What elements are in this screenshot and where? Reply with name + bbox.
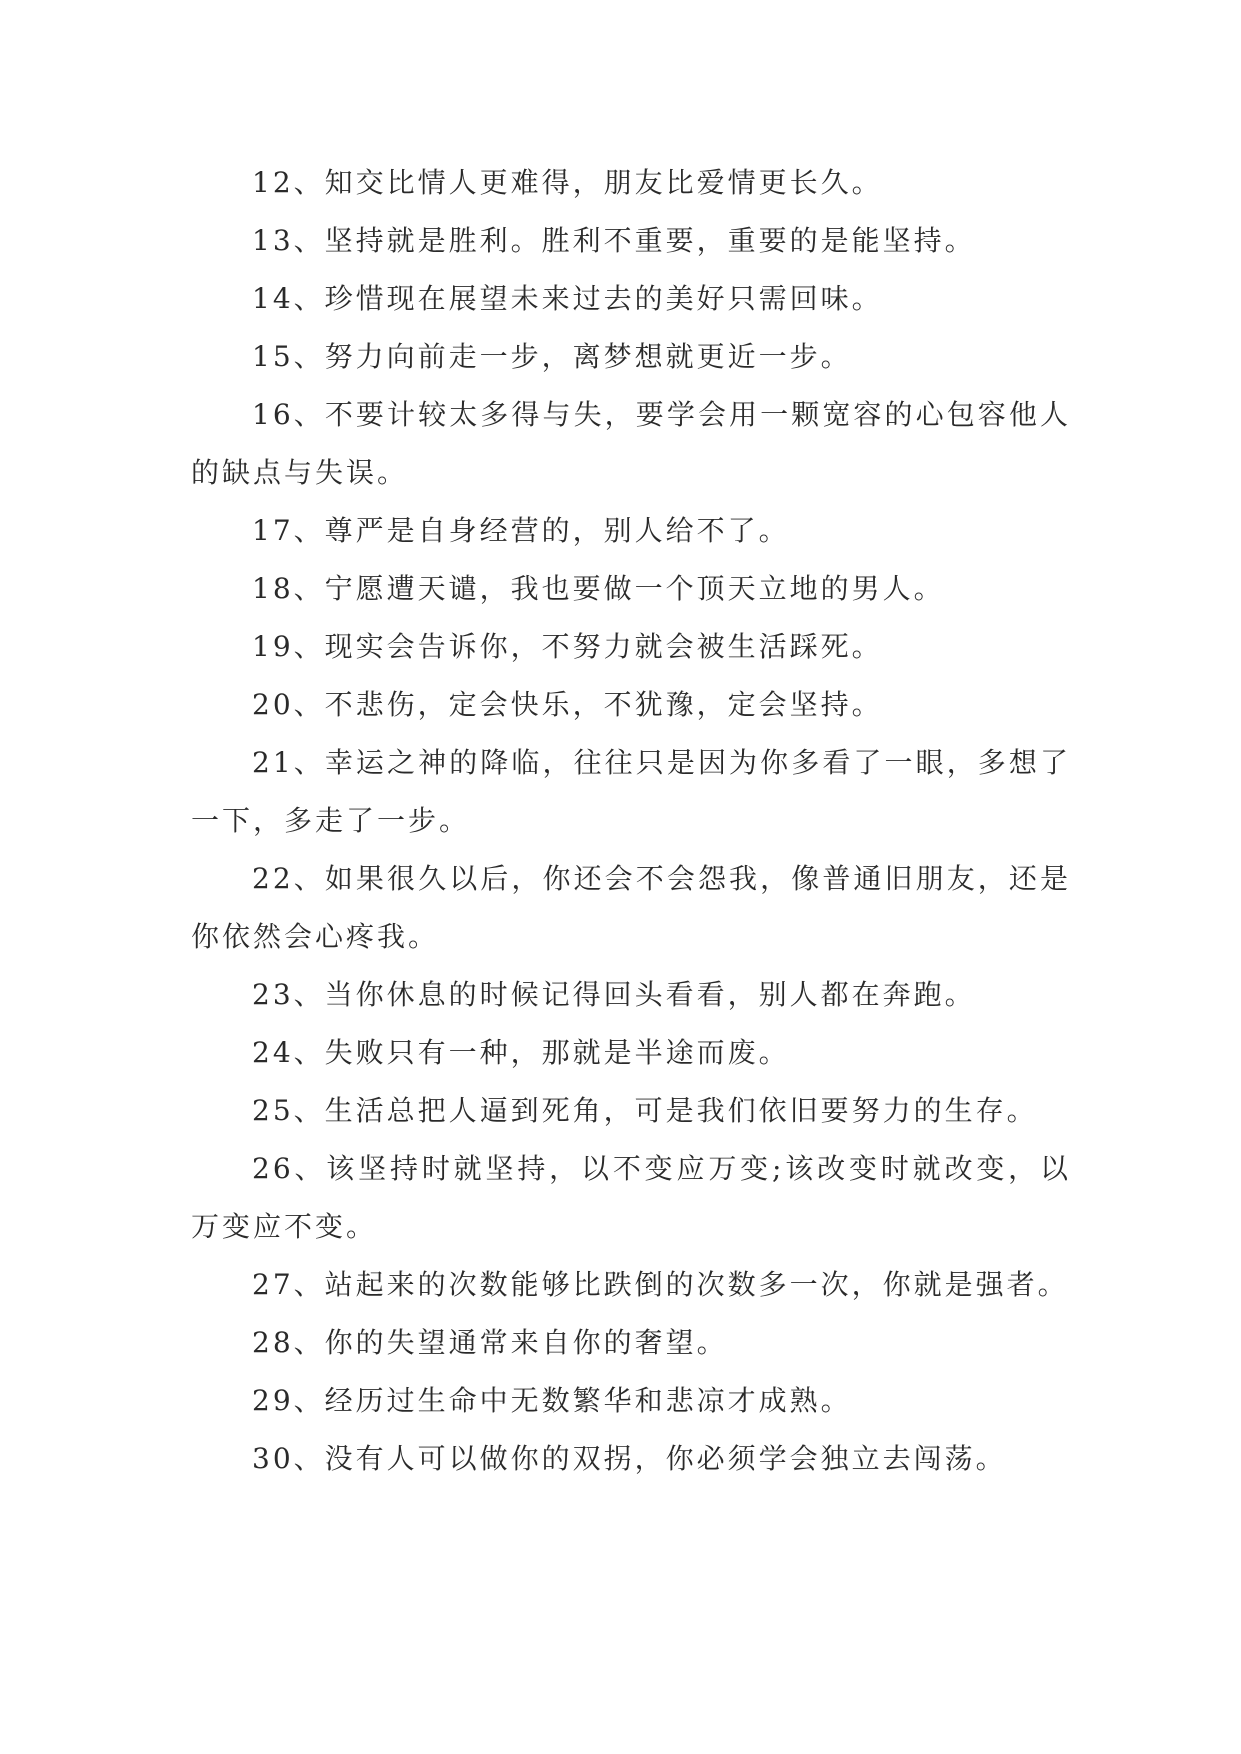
quote-paragraph: 15、努力向前走一步，离梦想就更近一步。	[252, 340, 852, 373]
quote-paragraph: 12、知交比情人更难得，朋友比爱情更长久。	[252, 166, 883, 199]
quote-paragraph: 19、现实会告诉你，不努力就会被生活踩死。	[252, 630, 883, 663]
quote-paragraph: 23、当你休息的时候记得回头看看，别人都在奔跑。	[252, 978, 976, 1011]
quote-paragraph: 20、不悲伤，定会快乐，不犹豫，定会坚持。	[252, 688, 883, 721]
quote-paragraph: 22、如果很久以后，你还会不会怨我，像普通旧朋友，还是你依然会心疼我。	[191, 862, 1071, 953]
quote-paragraph: 28、你的失望通常来自你的奢望。	[252, 1326, 728, 1359]
quote-paragraph: 13、坚持就是胜利。胜利不重要，重要的是能坚持。	[252, 224, 976, 257]
quote-paragraph: 17、尊严是自身经营的，别人给不了。	[252, 514, 790, 547]
quote-paragraph: 30、没有人可以做你的双拐，你必须学会独立去闯荡。	[252, 1442, 1007, 1475]
quote-paragraph: 21、幸运之神的降临，往往只是因为你多看了一眼，多想了一下，多走了一步。	[191, 746, 1071, 837]
quote-paragraph: 18、宁愿遭天谴，我也要做一个顶天立地的男人。	[252, 572, 945, 605]
quote-paragraph: 29、经历过生命中无数繁华和悲凉才成熟。	[252, 1384, 852, 1417]
quote-paragraph: 14、珍惜现在展望未来过去的美好只需回味。	[252, 282, 883, 315]
quote-paragraph: 16、不要计较太多得与失，要学会用一颗宽容的心包容他人的缺点与失误。	[191, 398, 1071, 489]
document-body	[191, 154, 1071, 1488]
quote-paragraph: 26、该坚持时就坚持，以不变应万变;该改变时就改变，以万变应不变。	[191, 1152, 1071, 1243]
quote-paragraph: 25、生活总把人逼到死角，可是我们依旧要努力的生存。	[252, 1094, 1038, 1127]
quote-paragraph: 24、失败只有一种，那就是半途而废。	[252, 1036, 790, 1069]
quote-paragraph: 27、站起来的次数能够比跌倒的次数多一次，你就是强者。	[252, 1268, 1069, 1301]
